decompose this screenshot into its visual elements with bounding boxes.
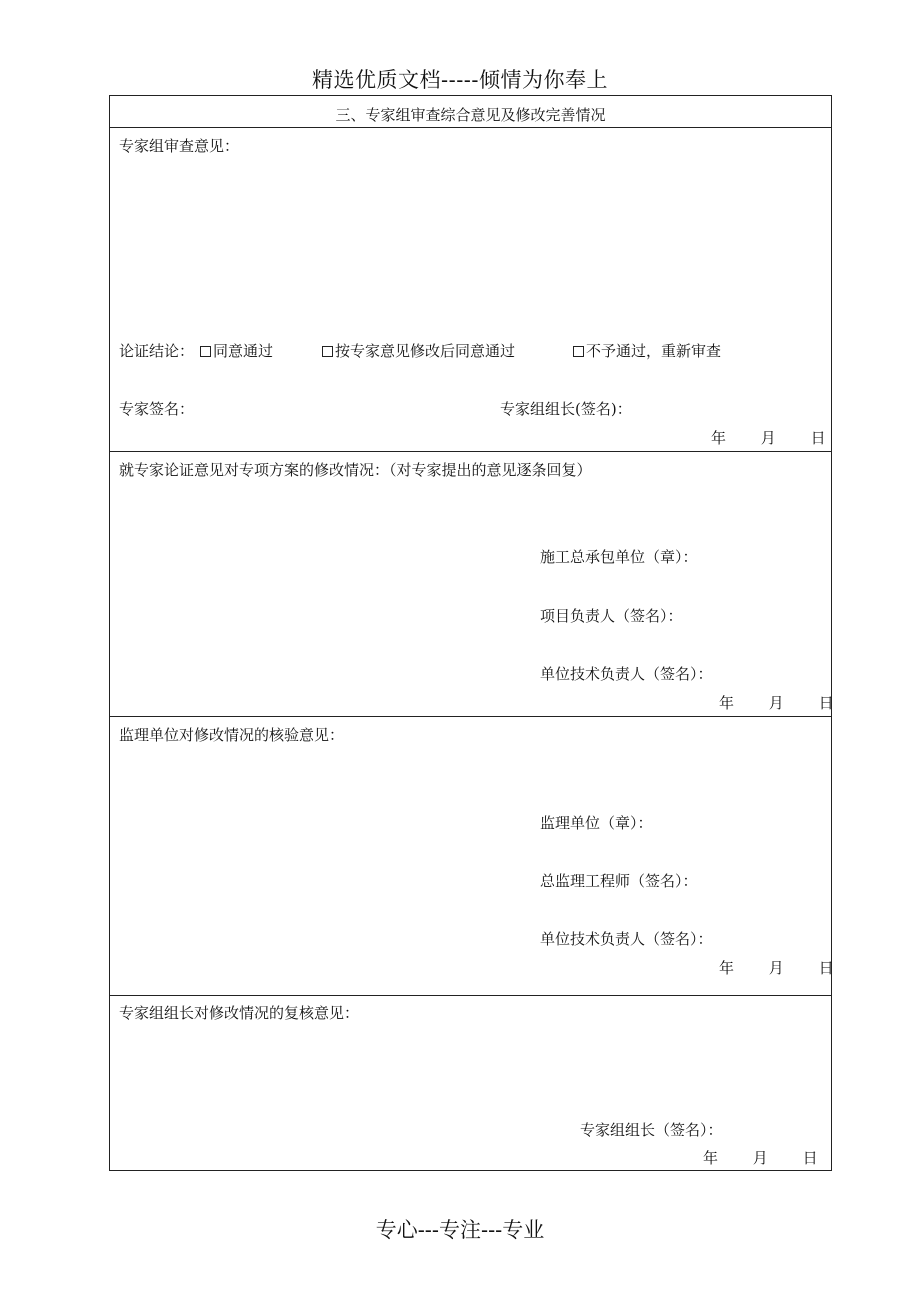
page-footer: 专心---专注---专业: [375, 1218, 545, 1242]
checkbox-icon[interactable]: [200, 346, 211, 357]
chief-engineer-signature-label: 总监理工程师（签名）：: [540, 872, 698, 890]
section-title: 三、专家组审查综合意见及修改完善情况: [335, 106, 606, 124]
date-day: 日: [818, 694, 834, 712]
date-day: 日: [818, 959, 834, 977]
tech-lead-signature-label: 单位技术负责人（签名）：: [540, 930, 713, 948]
revision-label: 就专家论证意见对专项方案的修改情况：（对专家提出的意见逐条回复）: [119, 461, 592, 479]
date-year: 年: [719, 694, 735, 712]
expert-signature-label: 专家签名：: [119, 400, 195, 418]
option-approve-label: 同意通过: [213, 342, 274, 360]
leader-review-label: 专家组组长对修改情况的复核意见：: [119, 1004, 360, 1022]
option-reject[interactable]: [573, 340, 721, 361]
supervision-unit-stamp-label: 监理单位（章）：: [540, 814, 653, 832]
option-approve-after-revision[interactable]: [322, 340, 515, 361]
row-divider: [109, 451, 832, 452]
checkbox-icon[interactable]: [573, 346, 584, 357]
conclusion-label: 论证结论：: [119, 342, 195, 360]
expert-review-label: 专家组审查意见：: [119, 137, 240, 155]
date-month: 月: [752, 1149, 768, 1167]
leader-review-signature-label: 专家组组长（签名）：: [580, 1121, 723, 1139]
checkbox-icon[interactable]: [322, 346, 333, 357]
contractor-stamp-label: 施工总承包单位（章）：: [540, 548, 698, 566]
row-divider: [109, 995, 832, 996]
date-day: 日: [810, 429, 826, 447]
date-year: 年: [703, 1149, 719, 1167]
option-approve[interactable]: [200, 340, 273, 361]
supervision-label: 监理单位对修改情况的核验意见：: [119, 726, 345, 744]
date-year: 年: [719, 959, 735, 977]
page-header: 精选优质文档-----倾情为你奉上: [312, 68, 608, 92]
date-line: [703, 1147, 818, 1168]
project-manager-signature-label: 项目负责人（签名）：: [540, 607, 683, 625]
tech-lead-signature-label: 单位技术负责人（签名）：: [540, 665, 713, 683]
date-line: [711, 427, 826, 448]
row-divider: [109, 716, 832, 717]
option-approve-after-revision-label: 按专家意见修改后同意通过: [335, 342, 516, 360]
date-month: 月: [768, 694, 784, 712]
option-reject-label: 不予通过，重新审查: [586, 342, 722, 360]
row-divider: [109, 127, 832, 128]
date-month: 月: [768, 959, 784, 977]
date-year: 年: [711, 429, 727, 447]
date-month: 月: [760, 429, 776, 447]
date-day: 日: [802, 1149, 818, 1167]
date-line: [719, 692, 834, 713]
date-line: [719, 957, 834, 978]
leader-signature-label: 专家组组长(签名)：: [500, 400, 632, 418]
